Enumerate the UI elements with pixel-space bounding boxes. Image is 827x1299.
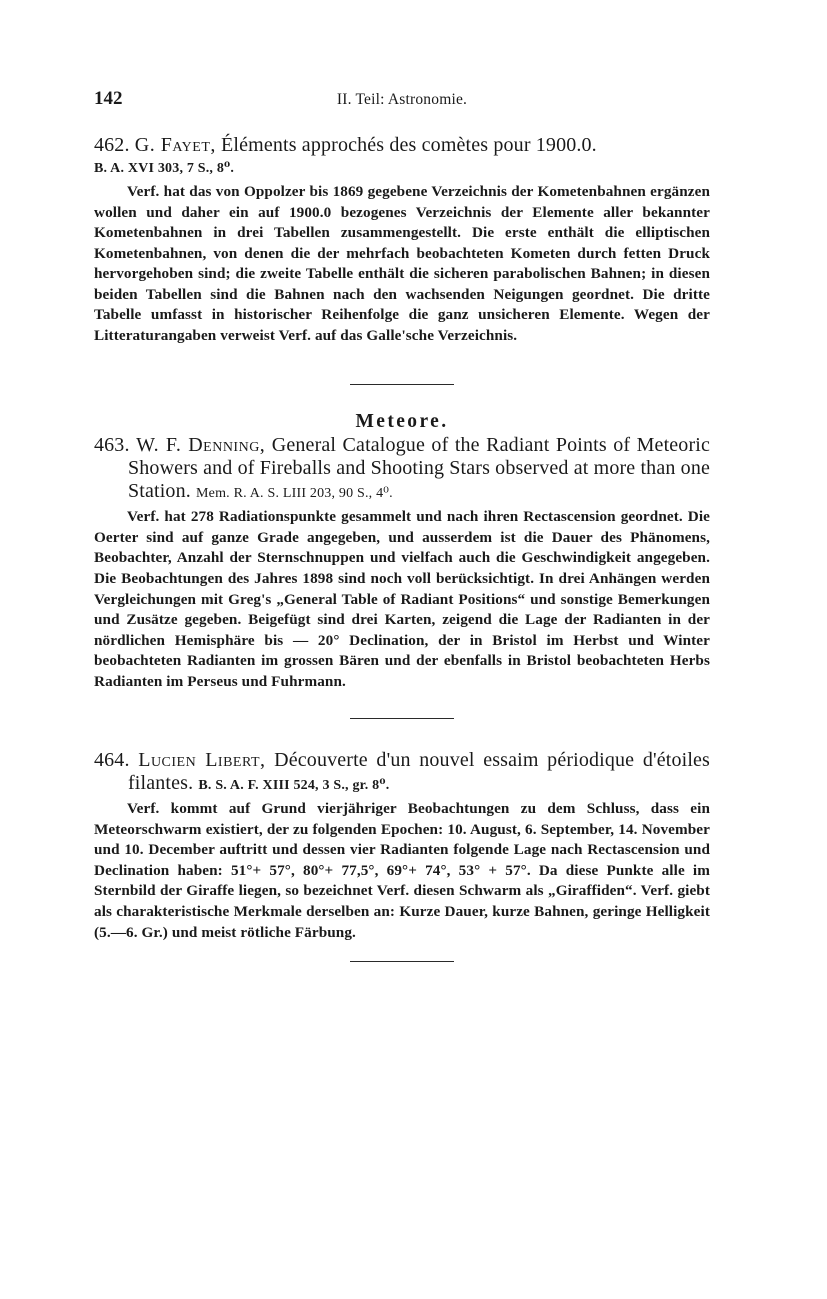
entry-body: Verf. hat das von Oppolzer bis 1869 gegebene Verzeichnis der Kometenbahnen ergänzen wollen und daher ein auf 1900.0 bezogenes Verzeichnis der Elemente aller bekannter Kometenbahnen in drei Tabellen zusammengestellt. Die erste enthält die elliptischen Kometenbahnen, von denen die der mehrfach beobachteten Kometen durch fetten Druck hervorgehoben sind; die zweite Tabelle enthält die sicheren parabolischen Bahnen; in diesen beiden Tabellen sind die Bahnen nach den wachsenden Neigungen geordnet. Die dritte Tabelle umfasst in historischer Reihenfolge die ganz unsicheren Elemente. Wegen der Litteraturangaben verweist Verf. auf das Galle'sche Verzeichnis. (94, 183, 710, 344)
entry-author: G. Fayet, (134, 134, 216, 156)
page-number: 142 (94, 88, 123, 109)
page-header (94, 88, 710, 114)
entry-body: Verf. hat 278 Radiationspunkte gesammelt und nach ihren Rectascension geordnet. Die Oerter sind auf ganze Grade angegeben, und ausserdem ist die Dauer des Phänomens, Beobachter, Anzahl der Sternschnuppen und vielfach auch die Geschwindigkeit angegeben. Die Beobachtungen des Jahres 1898 sind noch voll berücksichtigt. In drei Anhängen werden Vergleichungen mit Greg's „General Table of Radiant Positions“ und sonstige Bemerkungen und Zusätze gegeben. Beigefügt sind drei Karten, zeigend die Lage der Radianten in der nördlichen Hemisphäre bis — 20° Declination, der in Bristol im Herbst und Winter beobachteten Radianten im grossen Bären und der ebenfalls in Bristol beobachteten Herbs Radianten im Perseus und Fuhrmann. (94, 508, 710, 690)
entry-464 (94, 749, 710, 943)
section-title-meteore: Meteore. (355, 411, 449, 433)
entry-title: Découverte d'un nouvel essaim périodique d'étoiles filantes. (128, 749, 710, 795)
section-divider (350, 718, 454, 719)
entry-heading (94, 434, 710, 505)
entry-heading (94, 749, 710, 797)
section-divider (350, 961, 454, 962)
entry-number: 462. (94, 134, 130, 156)
entry-citation: B. A. XVI 303, 7 S., 8⁰. (94, 161, 235, 176)
entry-citation: Mem. R. A. S. LIII 203, 90 S., 4⁰. (196, 486, 393, 502)
entry-463 (94, 434, 710, 692)
page (94, 88, 710, 962)
entry-number: 463. (94, 434, 130, 457)
entry-heading (94, 134, 710, 180)
entry-number: 464. (94, 749, 130, 772)
entry-author: W. F. Denning, (136, 434, 266, 457)
entry-author: Lucien Libert, (138, 749, 266, 772)
running-head: II. Teil: Astronomie. (336, 91, 468, 108)
entry-title: General Catalogue of the Radiant Points of Meteoric Showers and of Fireballs and Shooting Stars observed at more than one Station. (128, 434, 710, 503)
section-divider (350, 384, 454, 385)
entry-citation: B. S. A. F. XIII 524, 3 S., gr. 8⁰. (198, 778, 390, 794)
entry-title: Éléments approchés des comètes pour 1900.0. (221, 134, 597, 156)
entry-body: Verf. kommt auf Grund vierjähriger Beobachtungen zu dem Schluss, dass ein Meteorschwarm existiert, der zu folgenden Epochen: 10. August, 6. September, 14. November und 10. December auftritt und dessen vier Radianten folgende Lage nach Rectascension und Declination haben: 51°+ 57°, 80°+ 77,5°, 69°+ 74°, 53° + 57°. Da diese Punkte alle im Sternbild der Giraffe liegen, so bezeichnet Verf. diesen Schwarm als „Giraffiden“. Verf. giebt als charakteristische Merkmale derselben an: Kurze Dauer, kurze Bahnen, geringe Helligkeit (5.—6. Gr.) und meist rötliche Färbung. (94, 800, 710, 941)
entry-462 (94, 134, 710, 346)
